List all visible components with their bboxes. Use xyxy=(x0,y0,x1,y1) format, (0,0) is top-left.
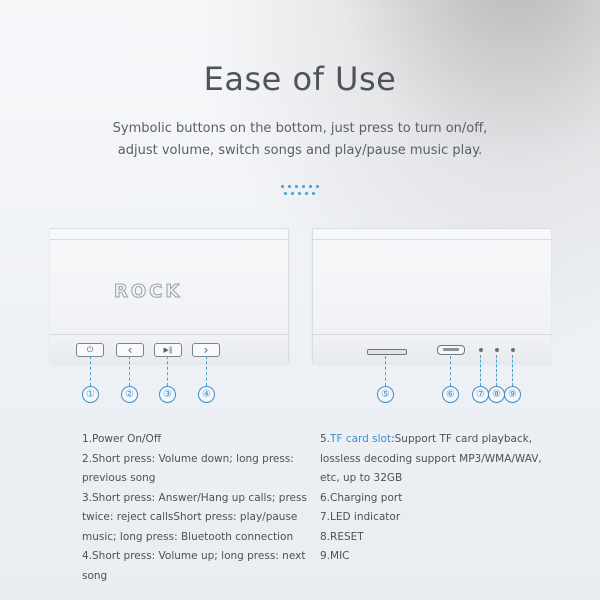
description-line: lossless decoding support MP3/WMA/WAV, xyxy=(320,452,542,465)
description-list-right xyxy=(320,430,550,567)
description-line: music; long press: Bluetooth connection xyxy=(82,530,294,543)
callout-9: ⑨ xyxy=(504,386,521,403)
led-indicator xyxy=(479,348,483,352)
page-subtitle xyxy=(0,118,600,162)
rock-logo: ROCK xyxy=(114,281,183,302)
description-item-6: 6.Charging port xyxy=(320,491,403,504)
leader-line-9 xyxy=(512,355,513,386)
callout-6: ⑥ xyxy=(442,386,459,403)
leader-line-3 xyxy=(167,356,168,386)
chevron-right-icon: › xyxy=(203,343,209,357)
tf-card-slot-label: TF card slot xyxy=(330,433,392,445)
speaker-top-band xyxy=(50,239,288,240)
description-item-7: 7.LED indicator xyxy=(320,511,401,523)
callout-8: ⑧ xyxy=(488,386,505,403)
item-number: 5. xyxy=(320,433,331,445)
leader-line-8 xyxy=(496,355,497,386)
item-text: :Support TF card playback, xyxy=(391,433,533,445)
description-item-8: 8.RESET xyxy=(320,530,364,543)
description-line: 4.Short press: Volume up; long press: next song xyxy=(82,550,306,582)
leader-line-2 xyxy=(129,356,130,386)
description-line: 1.Power On/Off xyxy=(82,433,162,445)
description-line: 2.Short press: Volume down; long press: xyxy=(82,452,294,465)
description-line: etc, up to 32GB xyxy=(320,472,403,484)
callout-3: ③ xyxy=(159,386,176,403)
decorative-dots xyxy=(281,183,321,197)
subtitle-line-1: Symbolic buttons on the bottom, just press to turn on/off, xyxy=(112,121,488,136)
description-item-9: 9.MIC xyxy=(320,550,350,562)
mic-hole xyxy=(511,348,515,352)
tf-card-slot[interactable] xyxy=(367,349,407,355)
callout-7: ⑦ xyxy=(472,386,489,403)
speaker-front-view xyxy=(50,228,289,363)
callout-4: ④ xyxy=(198,386,215,403)
charging-port[interactable] xyxy=(437,345,465,355)
subtitle-line-2: adjust volume, switch songs and play/pause music play. xyxy=(117,143,483,158)
chevron-left-icon: ‹ xyxy=(127,343,133,357)
callout-1: ① xyxy=(82,386,99,403)
speaker-base xyxy=(313,334,551,363)
reset-hole[interactable] xyxy=(495,348,499,352)
play-pause-button[interactable] xyxy=(154,343,182,357)
speaker-back-view xyxy=(312,228,551,363)
power-icon: ⏻ xyxy=(86,345,94,354)
page-title: Ease of Use xyxy=(203,60,397,98)
volume-down-button[interactable] xyxy=(116,343,144,357)
description-line: previous song xyxy=(82,472,156,484)
description-list-left xyxy=(82,430,312,586)
leader-line-4 xyxy=(206,356,207,386)
description-item-5 xyxy=(320,430,550,450)
volume-up-button[interactable] xyxy=(192,343,220,357)
leader-line-1 xyxy=(90,356,91,386)
play-pause-icon: ▶‖ xyxy=(163,346,173,354)
callout-5: ⑤ xyxy=(377,386,394,403)
description-line: 3.Short press: Answer/Hang up calls; press xyxy=(82,491,307,504)
leader-line-7 xyxy=(480,355,481,386)
speaker-top-band xyxy=(313,239,551,240)
leader-line-6 xyxy=(450,356,451,386)
leader-line-5 xyxy=(385,356,386,386)
callout-2: ② xyxy=(121,386,138,403)
power-button[interactable] xyxy=(76,343,104,357)
description-line: twice: reject callsShort press: play/pause xyxy=(82,511,298,523)
